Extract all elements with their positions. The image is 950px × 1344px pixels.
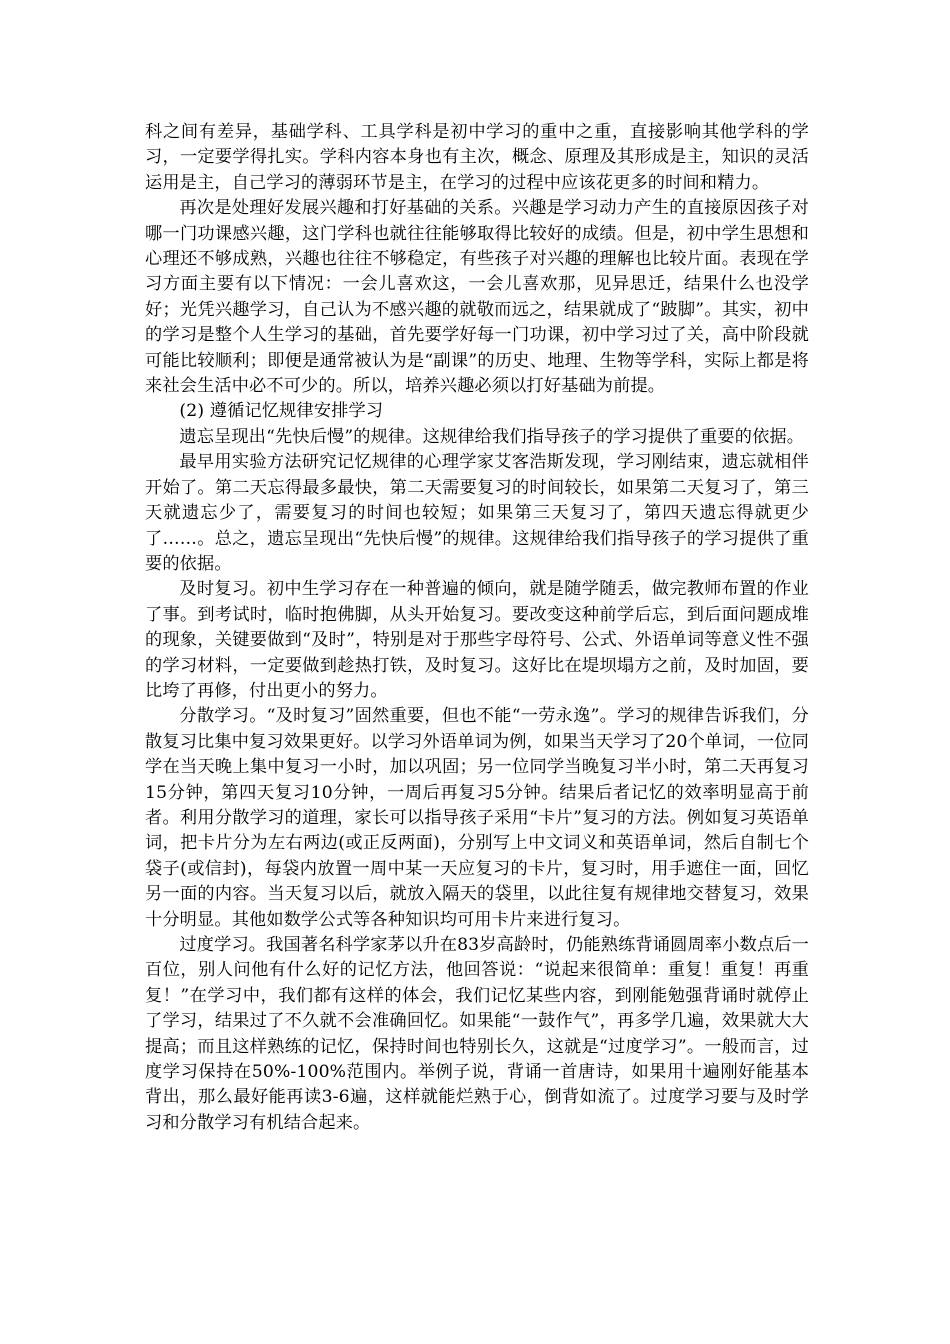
paragraph-ebbinghaus: 最早用实验方法研究记忆规律的心理学家艾客浩斯发现，学习刚结束，遗忘就相伴开始了。第二天忘得最多最快，第二天需要复习的时间较长，如果第二天复习了，第三天就遗忘少了，需要复习的时间也较短；如果第三天复习了，第四天遗忘得就更少了……。总之，遗忘呈现出“先快后慢”的规律。这规律给我们指导孩子的学习提供了重要的依据。 [145,452,809,574]
paragraph-interest-foundation: 再次是处理好发展兴趣和打好基础的关系。兴趣是学习动力产生的直接原因孩子对哪一门功课感兴趣，这门学科也就往往能够取得比较好的成绩。但是，初中学生思想和心理还不够成熟，兴趣也往往不够稳定，有些孩子对兴趣的理解也比较片面。表现在学习方面主要有以下情况：一会儿喜欢这，一会儿喜欢那，见异思迁，结果什么也没学好；光凭兴趣学习，自己认为不感兴趣的就敬而远之，结果就成了“跛脚”。其实，初中的学习是整个人生学习的基础，首先要学好每一门功课，初中学习过了关，高中阶段就可能比较顺利；即便是通常被认为是“副课”的历史、地理、生物等学科，实际上都是将来社会生活中必不可少的。所以，培养兴趣必须以打好基础为前提。 [145,198,809,397]
section-heading-memory: (2) 遵循记忆规律安排学习 [179,401,384,422]
paragraph-overlearning: 过度学习。我国著名科学家茅以升在83岁高龄时，仍能熟练背诵圆周率小数点后一百位，别人问他有什么好的记忆方法，他回答说：“说起来很简单：重复！重复！再重复！”在学习中，我们都有这样的体会，我们记忆某些内容，到刚能勉强背诵时就停止了学习，结果过了不久就不会准确回忆。如果能“一鼓作气”，再多学几遍，效果就大大提高；而且这样熟练的记忆，保持时间也特别长久，这就是“过度学习”。一般而言，过度学习保持在50%-100%范围内。举例子说，背诵一首唐诗，如果用十遍刚好能基本背出，那么最好能再读3-6遍，这样就能烂熟于心，倒背如流了。过度学习要与及时学习和分散学习有机结合起来。 [145,935,809,1133]
paragraph-forgetting-rule: 遗忘呈现出“先快后慢”的规律。这规律给我们指导孩子的学习提供了重要的依据。 [179,426,805,447]
paragraph-continuation: 科之间有差异，基础学科、工具学科是初中学习的重中之重，直接影响其他学科的学习，一定要学得扎实。学科内容本身也有主次，概念、原理及其形成是主，知识的灵活运用是主，自己学习的薄弱环节是主，在学习的过程中应该花更多的时间和精力。 [145,122,809,193]
paragraph-timely-review: 及时复习。初中生学习存在一种普遍的倾向，就是随学随丢，做完教师布置的作业了事。到考试时，临时抱佛脚，从头开始复习。要改变这种前学后忘，到后面问题成堆的现象，关键要做到“及时”，特别是对于那些字母符号、公式、外语单词等意义性不强的学习材料，一定要做到趁热打铁，及时复习。这好比在堤坝塌方之前，及时加固，要比垮了再修，付出更小的努力。 [145,579,809,701]
paragraph-distributed-learning: 分散学习。“及时复习”固然重要，但也不能“一劳永逸”。学习的规律告诉我们，分散复习比集中复习效果更好。以学习外语单词为例，如果当天学习了20个单词，一位同学在当天晚上集中复习一小时，加以巩固；另一位同学当晚复习半小时，第二天再复习15分钟，第四天复习10分钟，一周后再复习5分钟。结果后者记忆的效率明显高于前者。利用分散学习的道理，家长可以指导孩子采用“卡片”复习的方法。例如复习英语单词，把卡片分为左右两边(或正反两面)，分别写上中文词义和英语单词，然后自制七个袋子(或信封)，每袋内放置一周中某一天应复习的卡片，复习时，用手遮住一面，回忆另一面的内容。当天复习以后，就放入隔天的袋里，以此往复有规律地交替复习，效果十分明显。其他如数学公式等各种知识均可用卡片来进行复习。 [145,706,809,930]
document-body [145,120,809,1136]
